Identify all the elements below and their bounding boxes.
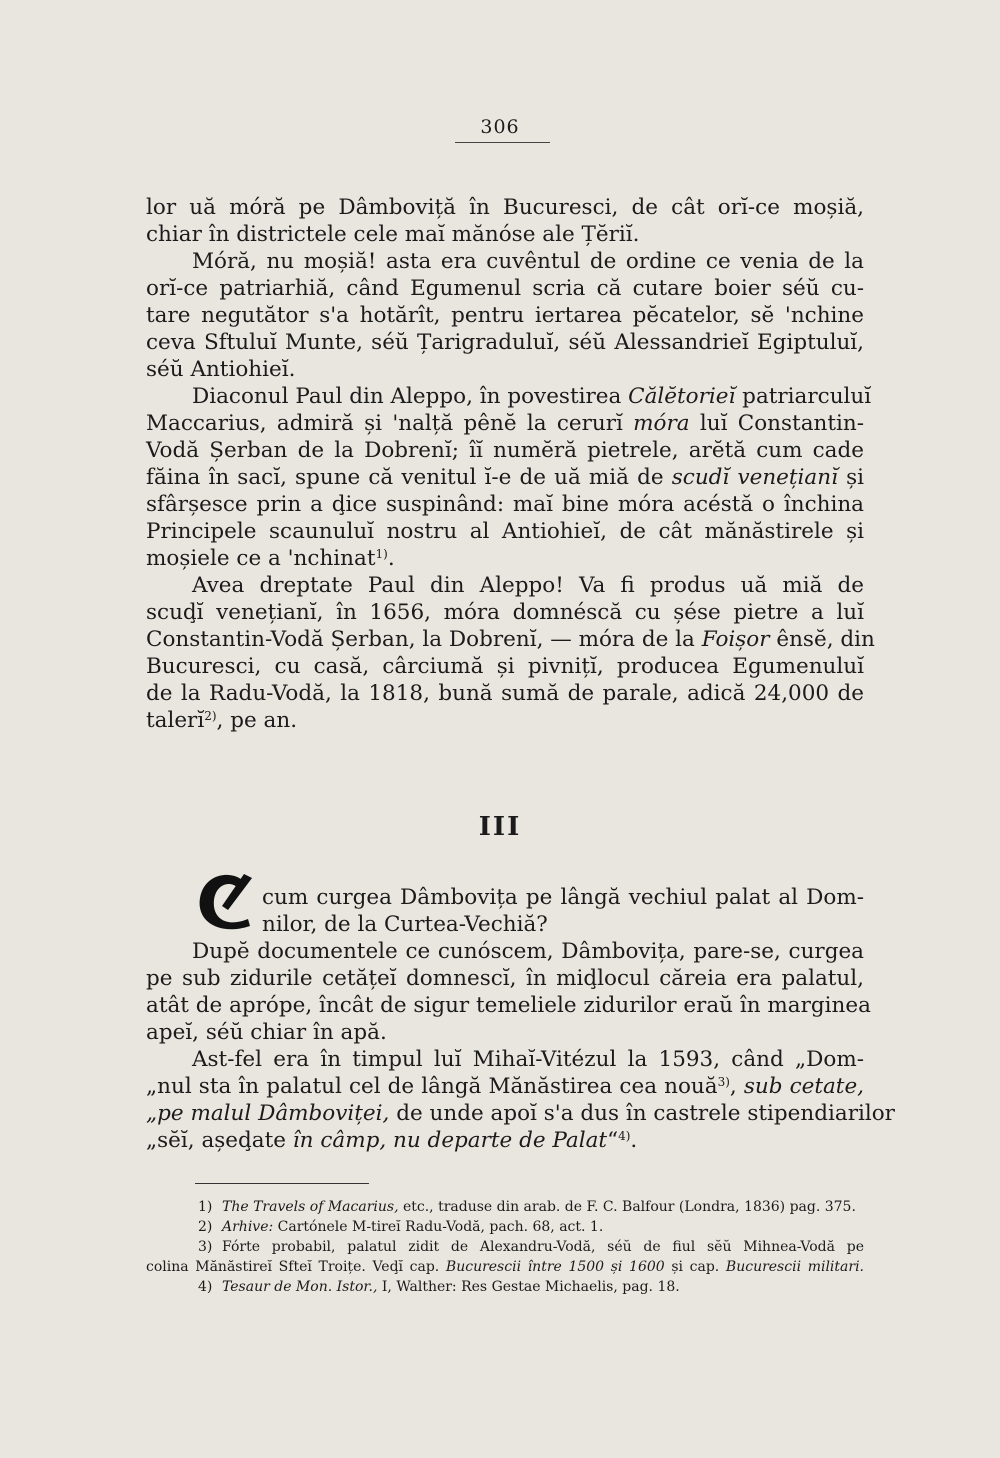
footnote: 2) Arhive: Cartónele M-tireĭ Radu-Vodă, pach. 68, act. 1.: [198, 1219, 604, 1235]
text-line: Avea dreptate Paul din Aleppo! Va fi produs uă miă de: [192, 573, 864, 598]
text-line: „sĕĭ, așeḑate în câmp, nu departe de Palat“$^{4)}$.: [146, 1128, 638, 1153]
text-line: Constantin-Vodă Șerban, la Dobrenĭ, — móra de la Foișor ênsĕ, din: [146, 627, 875, 652]
footnote-ref: 1): [375, 547, 388, 561]
text-line: Maccarius, admiră și 'nalță pênĕ la cerurĭ móra luĭ Constantin-: [146, 411, 864, 436]
text-line: Dupĕ documentele ce cunóscem, Dâmbovița, pare-se, curgea: [192, 939, 864, 964]
text-line: moșiele ce a 'nchinat$^{1)}$.: [146, 546, 395, 571]
text-line: cum curgea Dâmbovița pe lângă vechiul palat al Dom-: [262, 885, 864, 910]
text-line: de la Radu-Vodă, la 1818, bună sumă de parale, adică 24,000 de: [146, 681, 864, 706]
footnote-ref: 4): [618, 1129, 631, 1143]
footnote: 1) The Travels of Macarius, etc., traduse din arab. de F. C. Balfour (Londra, 1836) pag. 375.: [198, 1199, 856, 1215]
text-line: Vodă Șerban de la Dobrenĭ; îĭ numĕră pietrele, arĕtă cum cade: [146, 438, 864, 463]
text-line: Bucuresci, cu casă, cârciumă și pivnițĭ, producea Egumenuluĭ: [146, 654, 864, 679]
footnote-ref: 2): [204, 709, 217, 723]
text-line: Móră, nu moșiă! asta era cuvêntul de ordine ce venia de la: [192, 249, 864, 274]
text-line: lor uă móră pe Dâmboviță în Bucuresci, de cât orĭ-ce moșiă,: [146, 195, 864, 220]
footnote: 3) Fórte probabil, palatul zidit de Alexandru-Vodă, séŭ de fiul sĕŭ Mihnea-Vodă pe: [198, 1239, 864, 1255]
text-line: „pe malul Dâmboviței, de unde apoĭ s'a dus în castrele stipendiarilor: [146, 1101, 895, 1126]
text-line: ceva Sftuluĭ Munte, séŭ Țarigraduluĭ, séŭ Alessandrieĭ Egiptuluĭ,: [146, 330, 864, 355]
text-line: Diaconul Paul din Aleppo, în povestirea Călĕtorieĭ patriarculuĭ: [192, 384, 872, 409]
text-line: orĭ-ce patriarhiă, când Egumenul scria că cutare boier séŭ cu-: [146, 276, 864, 301]
text-line: făina în sacĭ, spune că venitul ĭ-e de uă miă de scudĭ venețianĭ și: [146, 465, 864, 490]
text-line: sfârșesce prin a ḑice suspinând: maĭ bine móra acéstă o închina: [146, 492, 864, 517]
text-line: „nul sta în palatul cel de lângă Mănăstirea cea nouă$^{3)}$, sub cetate,: [146, 1074, 865, 1099]
footnote-ref: 3): [717, 1075, 730, 1089]
page-number: 306: [480, 116, 520, 138]
drop-cap-c: [192, 866, 258, 938]
text-line: pe sub zidurile cetățeĭ domnescĭ, în miḑlocul căreia era palatul,: [146, 966, 864, 991]
text-line: atât de aprópe, încât de sigur temeliele zidurilor eraŭ în marginea: [146, 993, 871, 1018]
page-number-rule: [455, 142, 550, 143]
text-line: séŭ Antiohieĭ.: [146, 357, 296, 382]
text-line: tare negutător s'a hotărît, pentru iertarea pĕcatelor, sĕ 'nchine: [146, 303, 864, 328]
text-line: nilor, de la Curtea-Vechiă?: [262, 912, 548, 937]
text-line: talerĭ$^{2)}$, pe an.: [146, 708, 298, 733]
text-line: Ast-fel era în timpul luĭ Mihaĭ-Vitézul la 1593, când „Dom-: [192, 1047, 864, 1072]
footnote: 4) Tesaur de Mon. Istor., I, Walther: Res Gestae Michaelis, pag. 18.: [198, 1279, 680, 1295]
text-line: apeĭ, séŭ chiar în apă.: [146, 1020, 387, 1045]
text-line: Principele scaunuluĭ nostru al Antiohieĭ, de cât mănăstirele și: [146, 519, 864, 544]
section-heading: III: [478, 812, 522, 842]
text-line: scuḑĭ venețianĭ, în 1656, móra domnéscă cu șése pietre a luĭ: [146, 600, 864, 625]
footnote-rule: [195, 1183, 369, 1184]
footnote-continuation: colina Mănăstireĭ Sfteĭ Troițe. Veḑĭ cap. Bucurescii între 1500 și 1600 și cap. Bucurescii militari.: [146, 1259, 864, 1275]
text-line: chiar în districtele cele maĭ mănóse ale Țĕriĭ.: [146, 222, 640, 247]
